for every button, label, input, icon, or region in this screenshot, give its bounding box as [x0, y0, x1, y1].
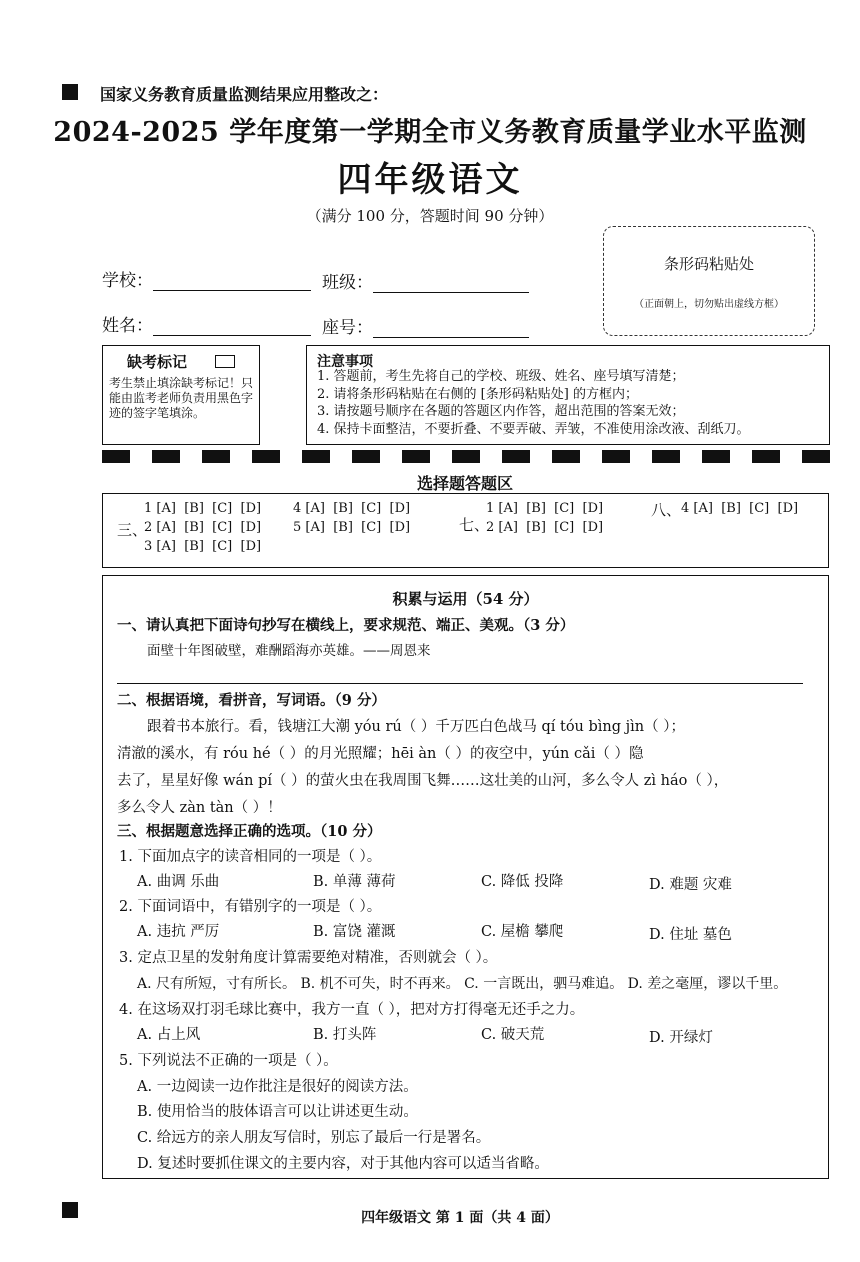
seat-field[interactable] — [322, 313, 529, 338]
class-label: 班级： — [322, 273, 373, 293]
q2-line: 跟着书本旅行。看，钱塘江大潮 yóu rú（ ）千万匹白色战马 qí tóu bìng jìn（ ）； — [147, 719, 685, 735]
q3-4-question: 4. 在这场双打羽毛球比赛中，我方一直（ ），把对方打得毫无还手之力。 — [119, 1002, 585, 1018]
q3-5-option-b[interactable]: B. 使用恰当的肢体语言可以让讲述更生动。 — [137, 1104, 418, 1120]
notes-box — [306, 345, 830, 445]
school-line[interactable] — [153, 272, 311, 291]
class-field[interactable] — [322, 268, 529, 293]
q3-2-option-b[interactable]: B. 富饶 灌溉 — [313, 924, 396, 940]
q1-title: 一、请认真把下面诗句抄写在横线上，要求规范、端正、美观。（3 分） — [117, 617, 575, 634]
q3-4-option-a[interactable]: A. 占上风 — [137, 1027, 201, 1043]
school-label: 学校： — [102, 271, 153, 291]
q3-1-question: 1. 下面加点字的读音相同的一项是（ ）。 — [119, 849, 382, 865]
q3-4-option-b[interactable]: B. 打头阵 — [313, 1027, 377, 1043]
q2-line: 清澈的溪水，有 róu hé（ ）的月光照耀；hēi àn（ ）的夜空中，yún cǎi（ ）隐 — [117, 746, 644, 762]
answer-row[interactable]: 4 [A] [B] [C] [D] — [681, 501, 799, 516]
barcode-label: 条形码粘贴处 — [663, 255, 754, 273]
barcode-hint: （正面朝上，切勿贴出虚线方框） — [634, 299, 784, 310]
name-field[interactable] — [102, 311, 311, 336]
page-footer: 四年级语文 第 1 面（共 4 面） — [361, 1210, 559, 1226]
exam-title: 2024-2025 学年度第一学期全市义务教育质量学业水平监测 — [53, 117, 807, 148]
q3-2-option-c[interactable]: C. 屋檐 攀爬 — [481, 924, 564, 940]
header-note: 国家义务教育质量监测结果应用整改之： — [100, 85, 389, 104]
q2-line: 去了，星星好像 wán pí（ ）的萤火虫在我周围飞舞……这壮美的山河，多么令人 zì háo（ ）， — [117, 773, 729, 789]
name-label: 姓名： — [102, 316, 153, 336]
q2-title: 二、根据语境，看拼音，写词语。（9 分） — [117, 692, 386, 709]
note-item: 3. 请按题号顺序在各题的答题区内作答，超出范围的答案无效； — [317, 404, 685, 419]
q3-3-question: 3. 定点卫星的发射角度计算需要绝对精准，否则就会（ ）。 — [119, 950, 498, 966]
answer-row[interactable]: 5 [A] [B] [C] [D] — [293, 520, 411, 535]
answer-row[interactable]: 4 [A] [B] [C] [D] — [293, 501, 411, 516]
absent-mark-box — [102, 345, 260, 445]
name-line[interactable] — [153, 317, 311, 336]
q3-2-option-a[interactable]: A. 违抗 严厉 — [137, 924, 220, 940]
subject-title: 四年级语文 — [337, 160, 523, 200]
q2-line: 多么令人 zàn tàn（ ）！ — [117, 800, 282, 816]
notes-list — [317, 368, 750, 438]
barcode-area — [603, 226, 815, 336]
section7-label: 七、 — [459, 516, 490, 534]
absent-title: 缺考标记 — [127, 353, 188, 371]
answer-row[interactable]: 3 [A] [B] [C] [D] — [144, 539, 262, 554]
option-text: A. 曲调 乐曲 — [137, 874, 220, 890]
exam-info: （满分 100 分，答题时间 90 分钟） — [306, 207, 554, 225]
q3-5-option-a[interactable]: A. 一边阅读一边作批注是很好的阅读方法。 — [137, 1079, 418, 1095]
section3-label: 三、 — [117, 521, 148, 539]
q3-1-option-a[interactable] — [137, 870, 219, 891]
answer-row[interactable]: 1 [A] [B] [C] [D] — [486, 501, 604, 516]
notes-title: 注意事项 — [317, 354, 373, 370]
seat-label: 座号： — [322, 318, 373, 338]
q3-5-option-c[interactable]: C. 给远方的亲人朋友写信时，别忘了最后一行是署名。 — [137, 1130, 491, 1146]
main-answer-box — [102, 575, 829, 1179]
q3-2-option-d[interactable]: D. 住址 墓色 — [649, 927, 732, 943]
absent-checkbox[interactable] — [215, 355, 235, 368]
seat-line[interactable] — [373, 319, 529, 338]
q3-4-option-c[interactable]: C. 破天荒 — [481, 1027, 545, 1043]
q3-title: 三、根据题意选择正确的选项。（10 分） — [117, 823, 382, 840]
q1-poem: 面壁十年图破壁，难酬蹈海亦英雄。——周恩来 — [147, 643, 431, 659]
answer-row[interactable]: 2 [A] [B] [C] [D] — [144, 520, 262, 535]
note-item: 2. 请将条形码粘贴在右侧的 [条形码粘贴处] 的方框内； — [317, 386, 638, 402]
q3-4-option-d[interactable]: D. 开绿灯 — [649, 1030, 713, 1046]
note-item: 4. 保持卡面整洁，不要折叠、不要弄破、弄皱，不准使用涂改液、刮纸刀。 — [317, 421, 750, 437]
answer-row[interactable]: 1 [A] [B] [C] [D] — [144, 501, 262, 516]
q3-5-option-d[interactable]: D. 复述时要抓住课文的主要内容，对于其他内容可以适当省略。 — [137, 1156, 549, 1172]
q3-3-options[interactable]: A. 尺有所短，寸有所长。 B. 机不可失，时不再来。 C. 一言既出，驷马难追。 D. 差之毫厘，谬以千里。 — [137, 976, 788, 992]
q3-5-question: 5. 下列说法不正确的一项是（ ）。 — [119, 1053, 338, 1069]
registration-mark-top — [62, 84, 78, 100]
choice-area-title: 选择题答题区 — [416, 474, 513, 493]
answer-row[interactable]: 2 [A] [B] [C] [D] — [486, 520, 604, 535]
q3-1-option-d[interactable]: D. 难题 灾难 — [649, 877, 732, 893]
note-item: 1. 答题前，考生先将自己的学校、班级、姓名、座号填写清楚； — [317, 369, 685, 384]
q1-writing-line[interactable] — [117, 683, 803, 684]
timing-marks — [102, 450, 830, 463]
q3-2-question: 2. 下面词语中，有错别字的一项是（ ）。 — [119, 899, 382, 915]
section8-label: 八、 — [651, 501, 682, 519]
q3-1-option-b[interactable]: B. 单薄 薄荷 — [313, 874, 396, 890]
absent-text: 考生禁止填涂缺考标记！只能由监考老师负责用黑色字迹的签字笔填涂。 — [109, 376, 254, 420]
class-line[interactable] — [373, 274, 529, 293]
choice-answer-box — [102, 493, 829, 568]
section-title: 积累与运用（54 分） — [392, 590, 539, 608]
q3-1-option-c[interactable]: C. 降低 投降 — [481, 874, 564, 890]
school-field[interactable] — [102, 266, 311, 291]
